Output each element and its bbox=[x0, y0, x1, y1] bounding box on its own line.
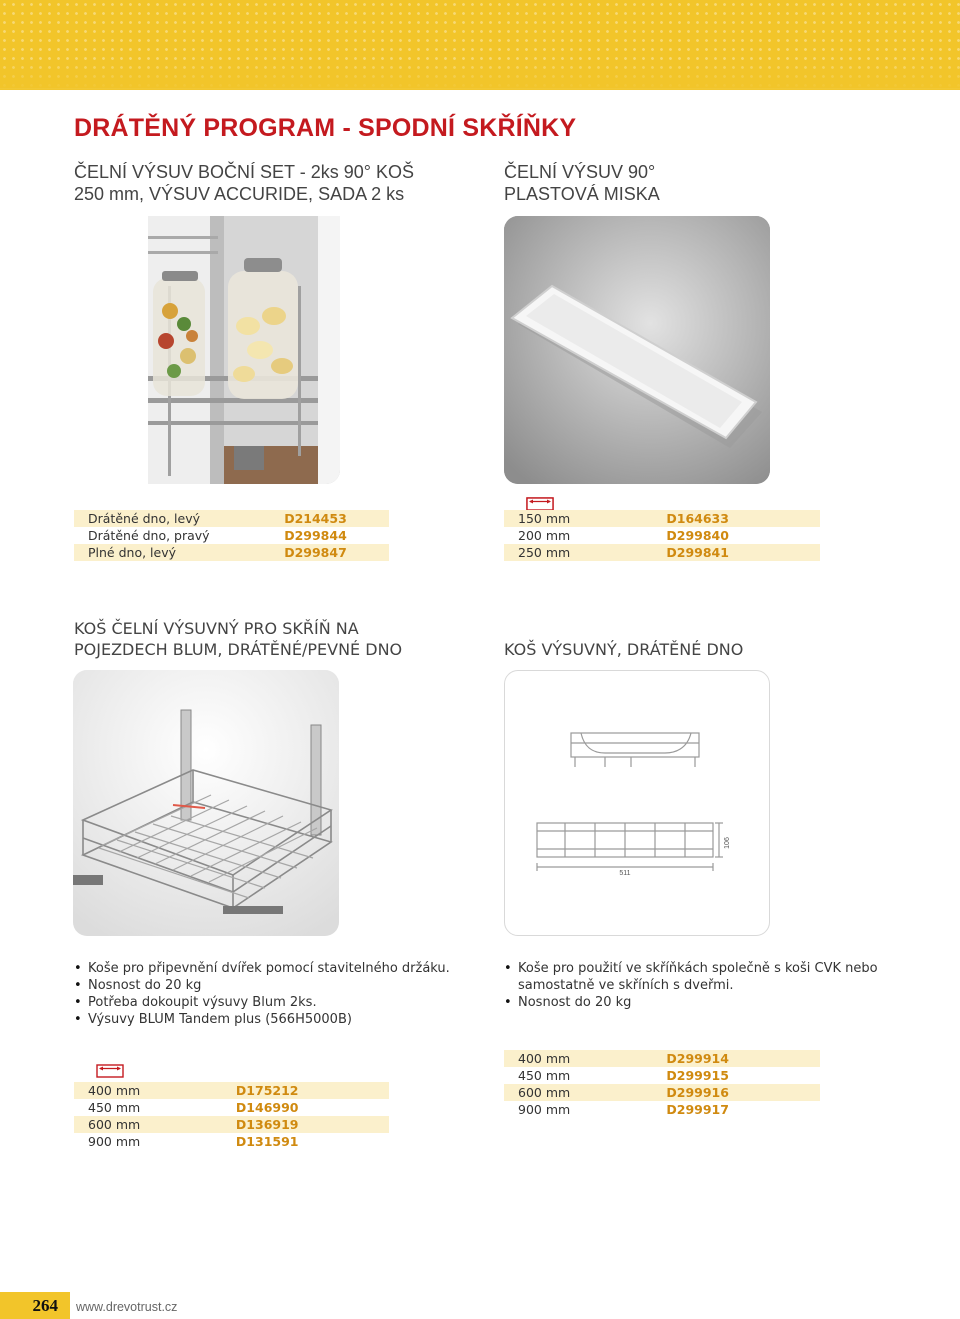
section-1-title-line2: 250 mm, VÝSUV ACCURIDE, SADA 2 ks bbox=[74, 184, 405, 204]
row-label: 600 mm bbox=[74, 1116, 222, 1133]
row-code: D164633 bbox=[652, 510, 820, 527]
blum-basket-illustration bbox=[73, 670, 339, 936]
row-code: D136919 bbox=[222, 1116, 389, 1133]
row-label: 450 mm bbox=[74, 1099, 222, 1116]
row-label: 450 mm bbox=[504, 1067, 652, 1084]
product-photo-blum-basket bbox=[73, 670, 339, 936]
table-row bbox=[504, 1050, 820, 1067]
section-4-title-line1: KOŠ VÝSUVNÝ, DRÁTĚNÉ DNO bbox=[504, 640, 744, 659]
row-code: D299915 bbox=[652, 1067, 820, 1084]
section-4-title bbox=[504, 639, 743, 660]
product-photo-plastic-tray bbox=[504, 216, 770, 484]
list-item: • Koše pro připevnění dvířek pomocí stavitelného držáku. bbox=[74, 960, 454, 977]
pullout-basket-drawing bbox=[505, 671, 769, 935]
section-3-title bbox=[74, 618, 402, 660]
row-label: 400 mm bbox=[74, 1082, 222, 1099]
width-dimension-icon bbox=[96, 1064, 124, 1078]
plastic-tray-illustration bbox=[504, 216, 770, 484]
row-label: 200 mm bbox=[504, 527, 652, 544]
section-1-title-line1: ČELNÍ VÝSUV BOČNÍ SET - 2ks 90° KOŠ bbox=[74, 162, 414, 182]
footer-website-link[interactable]: www.drevotrust.cz bbox=[76, 1300, 178, 1314]
row-label: 250 mm bbox=[504, 544, 652, 561]
row-code: D299914 bbox=[652, 1050, 820, 1067]
table-row bbox=[504, 1084, 820, 1101]
table-row bbox=[504, 510, 820, 527]
table-row bbox=[74, 1116, 389, 1133]
width-dimension-icon bbox=[526, 497, 554, 511]
section-1-title bbox=[74, 161, 414, 205]
row-code: D299841 bbox=[652, 544, 820, 561]
row-code: D299847 bbox=[270, 544, 389, 561]
list-item: • Výsuvy BLUM Tandem plus (566H5000B) bbox=[74, 1011, 454, 1028]
table-row bbox=[74, 1082, 389, 1099]
row-code: D214453 bbox=[270, 510, 389, 527]
row-code: D299840 bbox=[652, 527, 820, 544]
row-label: 150 mm bbox=[504, 510, 652, 527]
section-1-table bbox=[74, 510, 389, 561]
section-3-bullets bbox=[74, 960, 454, 1028]
drawing-height-label: 106 bbox=[724, 837, 731, 849]
section-2-title-line1: ČELNÍ VÝSUV 90° bbox=[504, 162, 656, 182]
table-row bbox=[74, 1099, 389, 1116]
section-4-table bbox=[504, 1050, 820, 1118]
header-band-fade bbox=[0, 60, 960, 90]
list-item: • Koše pro použití ve skříňkách společně s koši CVK nebo samostatně ve skříních s dveřmi. bbox=[504, 960, 894, 994]
table-row bbox=[74, 527, 389, 544]
list-item: • Potřeba dokoupit výsuvy Blum 2ks. bbox=[74, 994, 454, 1011]
table-row bbox=[504, 1101, 820, 1118]
page-number: 264 bbox=[0, 1292, 70, 1319]
table-row bbox=[504, 544, 820, 561]
drawing-width-label: 511 bbox=[619, 870, 631, 877]
side-basket-illustration bbox=[148, 216, 340, 484]
row-code: D299917 bbox=[652, 1101, 820, 1118]
row-label: 900 mm bbox=[504, 1101, 652, 1118]
row-label: 400 mm bbox=[504, 1050, 652, 1067]
row-code: D299916 bbox=[652, 1084, 820, 1101]
row-label: Drátěné dno, pravý bbox=[74, 527, 270, 544]
row-code: D175212 bbox=[222, 1082, 389, 1099]
row-code: D131591 bbox=[222, 1133, 389, 1150]
section-2-table bbox=[504, 510, 820, 561]
section-2-title-line2: PLASTOVÁ MISKA bbox=[504, 184, 660, 204]
table-row bbox=[74, 544, 389, 561]
row-label: Drátěné dno, levý bbox=[74, 510, 270, 527]
table-row bbox=[504, 527, 820, 544]
product-drawing-pullout-basket bbox=[504, 670, 770, 936]
section-3-table bbox=[74, 1082, 389, 1150]
row-label: 900 mm bbox=[74, 1133, 222, 1150]
row-label: 600 mm bbox=[504, 1084, 652, 1101]
section-4-bullets bbox=[504, 960, 894, 1011]
section-3-title-line1: KOŠ ČELNÍ VÝSUVNÝ PRO SKŘÍŇ NA bbox=[74, 619, 359, 638]
table-row bbox=[74, 1133, 389, 1150]
row-code: D146990 bbox=[222, 1099, 389, 1116]
section-2-title bbox=[504, 161, 660, 205]
page-title: DRÁTĚNÝ PROGRAM - SPODNÍ SKŘÍŇKY bbox=[74, 114, 577, 142]
product-photo-side-basket bbox=[148, 216, 340, 484]
table-row bbox=[504, 1067, 820, 1084]
list-item: • Nosnost do 20 kg bbox=[504, 994, 894, 1011]
section-3-title-line2: POJEZDECH BLUM, DRÁTĚNÉ/PEVNÉ DNO bbox=[74, 640, 403, 659]
list-item: • Nosnost do 20 kg bbox=[74, 977, 454, 994]
table-row bbox=[74, 510, 389, 527]
row-code: D299844 bbox=[270, 527, 389, 544]
row-label: Plné dno, levý bbox=[74, 544, 270, 561]
